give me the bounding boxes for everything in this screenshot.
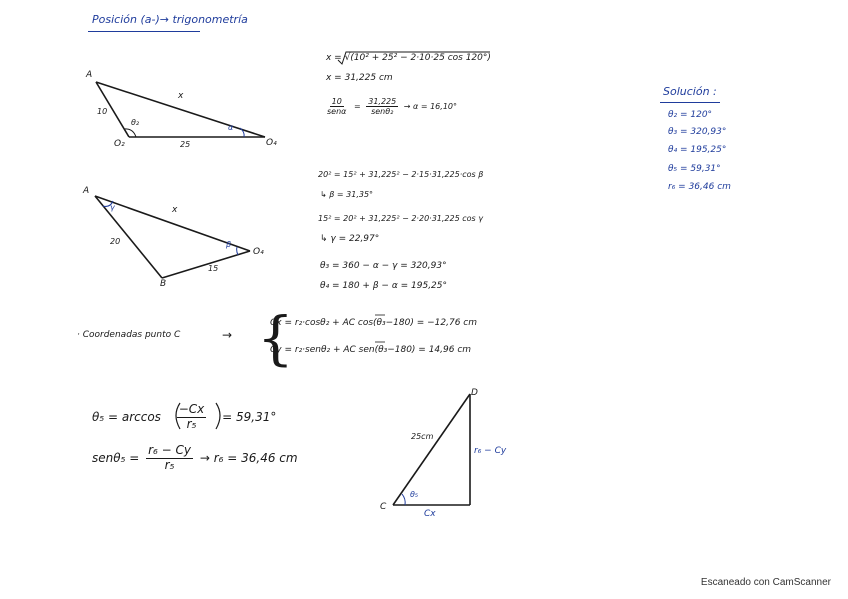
calc1-line2: x = 31,225 cm bbox=[326, 73, 393, 83]
calc2-line1: 20² = 15² + 31,225² − 2·15·31,225·cos β bbox=[318, 170, 484, 179]
solution-item: θ₂ = 120° bbox=[668, 110, 713, 120]
theta5-den: r₅ bbox=[186, 416, 197, 431]
solution-item: θ₃ = 320,93° bbox=[668, 127, 727, 137]
solution-title: Solución : bbox=[663, 85, 717, 98]
calc1-result: → α = 16,10° bbox=[403, 102, 457, 112]
t2-side-ao4: x bbox=[172, 205, 178, 215]
calc1-frac-right-den: senθ₂ bbox=[371, 107, 394, 117]
calc1-frac-left-num: 10 bbox=[331, 97, 342, 106]
calc2-line6: θ₄ = 180 + β − α = 195,25° bbox=[320, 281, 448, 291]
t2-angle-o4: β bbox=[226, 240, 232, 249]
t1-side-bottom: 25 bbox=[180, 140, 191, 149]
calc1-equals: = bbox=[353, 102, 361, 112]
t1-vertex-o2: O₂ bbox=[114, 139, 125, 149]
coords-cy: Cy = r₂·senθ₂ + AC sen(θ₃−180) = 14,96 cm bbox=[270, 345, 472, 355]
sen-formula bbox=[92, 444, 298, 473]
calc1-frac-right-num: 31,225 bbox=[368, 97, 397, 106]
solution-item: θ₄ = 195,25° bbox=[668, 145, 727, 155]
t3-side-vertical: r₆ − Cy bbox=[474, 446, 507, 456]
t2-vertex-o4: O₄ bbox=[253, 247, 264, 257]
t3-vertex-d: D bbox=[471, 388, 478, 398]
theta5-formula bbox=[92, 403, 276, 432]
coords-label: · Coordenadas punto C bbox=[77, 330, 181, 340]
t1-side-left: 10 bbox=[97, 107, 108, 116]
t1-side-hyp: x bbox=[178, 91, 184, 101]
theta5-rhs: = 59,31° bbox=[222, 409, 277, 424]
calc1-frac-left-den: senα bbox=[327, 107, 347, 117]
calc1-line1: x = √(10² + 25² − 2·10·25 cos 120°) bbox=[326, 53, 491, 63]
scanner-watermark: Escaneado con CamScanner bbox=[700, 577, 831, 588]
t1-vertex-a: A bbox=[86, 70, 93, 80]
page-title: Posición (a-)→ trigonometría bbox=[92, 13, 248, 26]
coords-cx: Cx = r₂·cosθ₂ + AC cos(θ₃−180) = −12,76 cm bbox=[270, 318, 478, 328]
t2-vertex-b: B bbox=[160, 279, 167, 289]
calc2-line2: ↳ β = 31,35° bbox=[320, 190, 374, 199]
t1-vertex-o4: O₄ bbox=[266, 138, 277, 148]
t3-vertex-c: C bbox=[380, 502, 387, 512]
sen-rhs: → r₆ = 36,46 cm bbox=[199, 450, 298, 465]
t3-side-hyp: 25cm bbox=[411, 432, 434, 441]
triangle-3 bbox=[393, 394, 470, 505]
solution-item: r₆ = 36,46 cm bbox=[668, 182, 731, 192]
coords-arrow: → bbox=[222, 328, 233, 342]
t2-vertex-a: A bbox=[83, 186, 90, 196]
sen-num: r₆ − Cy bbox=[148, 443, 192, 457]
sen-lhs: senθ₅ = bbox=[92, 450, 140, 465]
theta5-num: −Cx bbox=[178, 402, 205, 416]
t3-angle-c: θ₅ bbox=[410, 490, 419, 499]
theta5-lhs: θ₅ = arccos bbox=[92, 409, 161, 424]
solution-underline bbox=[660, 102, 720, 103]
t1-angle-o4: α bbox=[228, 123, 234, 132]
sen-den: r₅ bbox=[164, 457, 175, 472]
calc2-line4: ↳ γ = 22,97° bbox=[320, 234, 380, 244]
calc1-ratio bbox=[322, 97, 457, 116]
t2-side-ab: 20 bbox=[110, 237, 121, 246]
coords-brace: { bbox=[257, 304, 294, 372]
t2-side-bo4: 15 bbox=[208, 264, 219, 273]
calc2-line3: 15² = 20² + 31,225² − 2·20·31,225 cos γ bbox=[318, 214, 483, 223]
solution-item: θ₅ = 59,31° bbox=[668, 164, 721, 174]
t3-side-bottom: Cx bbox=[424, 509, 436, 519]
t2-angle-a: γ bbox=[110, 203, 115, 212]
t1-angle-a: θ₂ bbox=[131, 118, 140, 127]
calc2-line5: θ₃ = 360 − α − γ = 320,93° bbox=[320, 261, 447, 271]
